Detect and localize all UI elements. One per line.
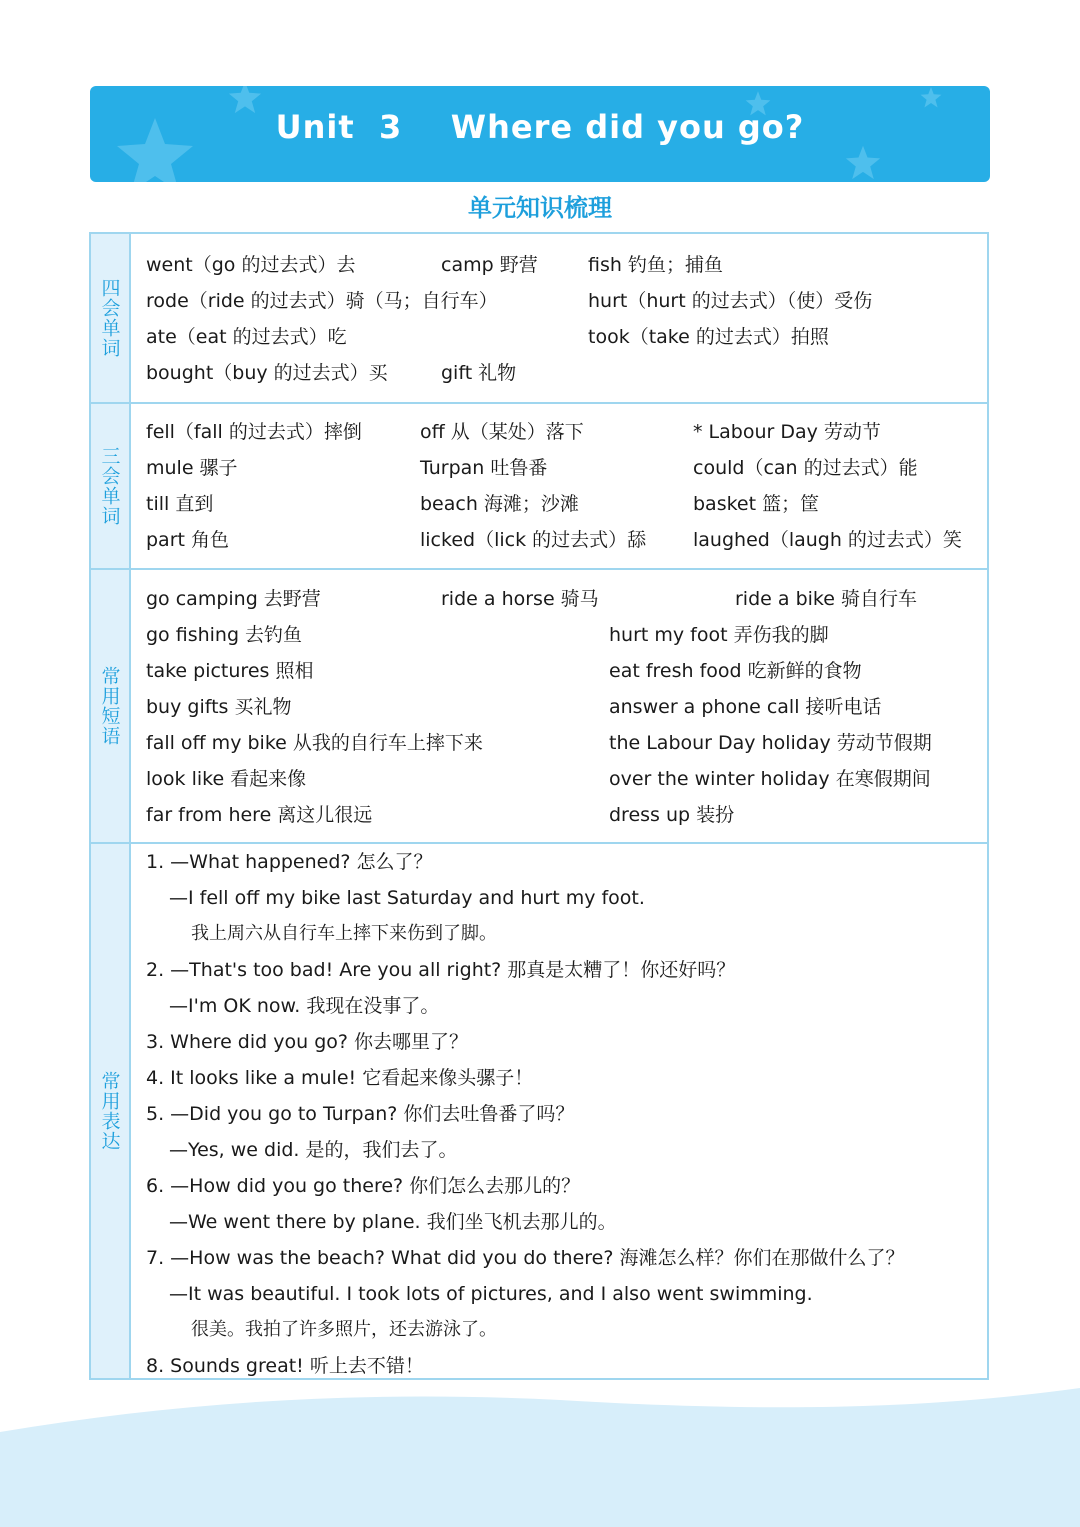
expression-line: —It was beautiful. I took lots of pictures, and I also went swimming.: [169, 1283, 813, 1305]
word-item: ate（eat 的过去式）吃: [146, 326, 347, 348]
star-decoration-icon: [845, 144, 881, 180]
expression-line: 5. —Did you go to Turpan? 你们去吐鲁番了吗？: [146, 1103, 575, 1125]
expression-line: 1. —What happened? 怎么了？: [146, 851, 433, 873]
section-label-cell: [91, 570, 131, 842]
section-four-skills-words: [91, 234, 987, 404]
word-item: licked（lick 的过去式）舔: [420, 529, 647, 551]
word-item: took（take 的过去式）拍照: [588, 326, 829, 348]
section-common-phrases: [91, 570, 987, 844]
word-item: till 直到: [146, 493, 214, 515]
section-label: 三会单词: [98, 446, 121, 526]
section-label: 常用短语: [98, 666, 121, 746]
phrase-item: buy gifts 买礼物: [146, 696, 292, 718]
phrase-item: far from here 离这儿很远: [146, 804, 373, 826]
expression-line: —I fell off my bike last Saturday and hurt my foot.: [169, 887, 645, 909]
phrase-item: dress up 装扮: [609, 804, 735, 826]
word-item: fish 钓鱼；捕鱼: [588, 254, 723, 276]
word-item: could（can 的过去式）能: [693, 457, 918, 479]
word-item: part 角色: [146, 529, 230, 551]
phrase-item: go camping 去野营: [146, 588, 321, 610]
word-item: hurt（hurt 的过去式）（使）受伤: [588, 290, 873, 312]
expression-line: 6. —How did you go there? 你们怎么去那儿的？: [146, 1175, 581, 1197]
word-item: beach 海滩；沙滩: [420, 493, 579, 515]
expression-line: 8. Sounds great! 听上去不错！: [146, 1355, 424, 1377]
phrase-item: hurt my foot 弄伤我的脚: [609, 624, 829, 646]
word-item: basket 篮；筐: [693, 493, 820, 515]
word-item: mule 骡子: [146, 457, 238, 479]
section-label: 四会单词: [98, 278, 121, 358]
expression-line: 我上周六从自行车上摔下来伤到了脚。: [191, 923, 497, 944]
section-label-cell: [91, 234, 131, 402]
section-three-skills-words: [91, 404, 987, 570]
phrase-item: eat fresh food 吃新鲜的食物: [609, 660, 862, 682]
expression-line: 3. Where did you go? 你去哪里了？: [146, 1031, 469, 1053]
word-item: gift 礼物: [441, 362, 517, 384]
star-decoration-icon: [920, 86, 942, 108]
phrase-item: ride a horse 骑马: [441, 588, 599, 610]
section-label: 常用表达: [98, 1071, 121, 1151]
expression-line: —Yes, we did. 是的，我们去了。: [169, 1139, 458, 1161]
phrase-item: take pictures 照相: [146, 660, 314, 682]
word-item: Turpan 吐鲁番: [420, 457, 548, 479]
phrase-item: go fishing 去钓鱼: [146, 624, 303, 646]
phrase-item: over the winter holiday 在寒假期间: [609, 768, 931, 790]
section-content: [131, 570, 987, 842]
expression-line: —We went there by plane. 我们坐飞机去那儿的。: [169, 1211, 617, 1233]
section-label-cell: [91, 404, 131, 568]
section-label-cell: [91, 844, 131, 1378]
phrase-item: ride a bike 骑自行车: [735, 588, 917, 610]
word-item: went（go 的过去式）去: [146, 254, 356, 276]
word-item: laughed（laugh 的过去式）笑: [693, 529, 962, 551]
section-common-expressions: [91, 844, 987, 1378]
word-item: bought（buy 的过去式）买: [146, 362, 388, 384]
expression-line: 很美。我拍了许多照片，还去游泳了。: [191, 1319, 497, 1340]
word-item: * Labour Day 劳动节: [693, 421, 881, 443]
phrase-item: answer a phone call 接听电话: [609, 696, 882, 718]
wave-decoration: [0, 1380, 1080, 1527]
phrase-item: fall off my bike 从我的自行车上摔下来: [146, 732, 483, 754]
word-item: fell（fall 的过去式）摔倒: [146, 421, 362, 443]
section-content: [131, 234, 987, 402]
word-item: rode（ride 的过去式）骑（马；自行车）: [146, 290, 498, 312]
unit-title: Unit 3 Where did you go?: [275, 108, 805, 146]
phrase-item: look like 看起来像: [146, 768, 307, 790]
expression-line: 4. It looks like a mule! 它看起来像头骡子！: [146, 1067, 534, 1089]
unit-banner: [90, 86, 990, 182]
phrase-item: the Labour Day holiday 劳动节假期: [609, 732, 932, 754]
expression-line: —I'm OK now. 我现在没事了。: [169, 995, 440, 1017]
word-item: camp 野营: [441, 254, 538, 276]
word-item: off 从（某处）落下: [420, 421, 584, 443]
knowledge-table: [89, 232, 989, 1380]
expression-line: 2. —That's too bad! Are you all right? 那真是太糟了！你还好吗？: [146, 959, 736, 981]
section-content: [131, 404, 987, 568]
expression-line: 7. —How was the beach? What did you do there? 海滩怎么样？你们在那做什么了？: [146, 1247, 905, 1269]
section-subtitle: 单元知识梳理: [468, 194, 612, 222]
section-content: [131, 844, 987, 1378]
